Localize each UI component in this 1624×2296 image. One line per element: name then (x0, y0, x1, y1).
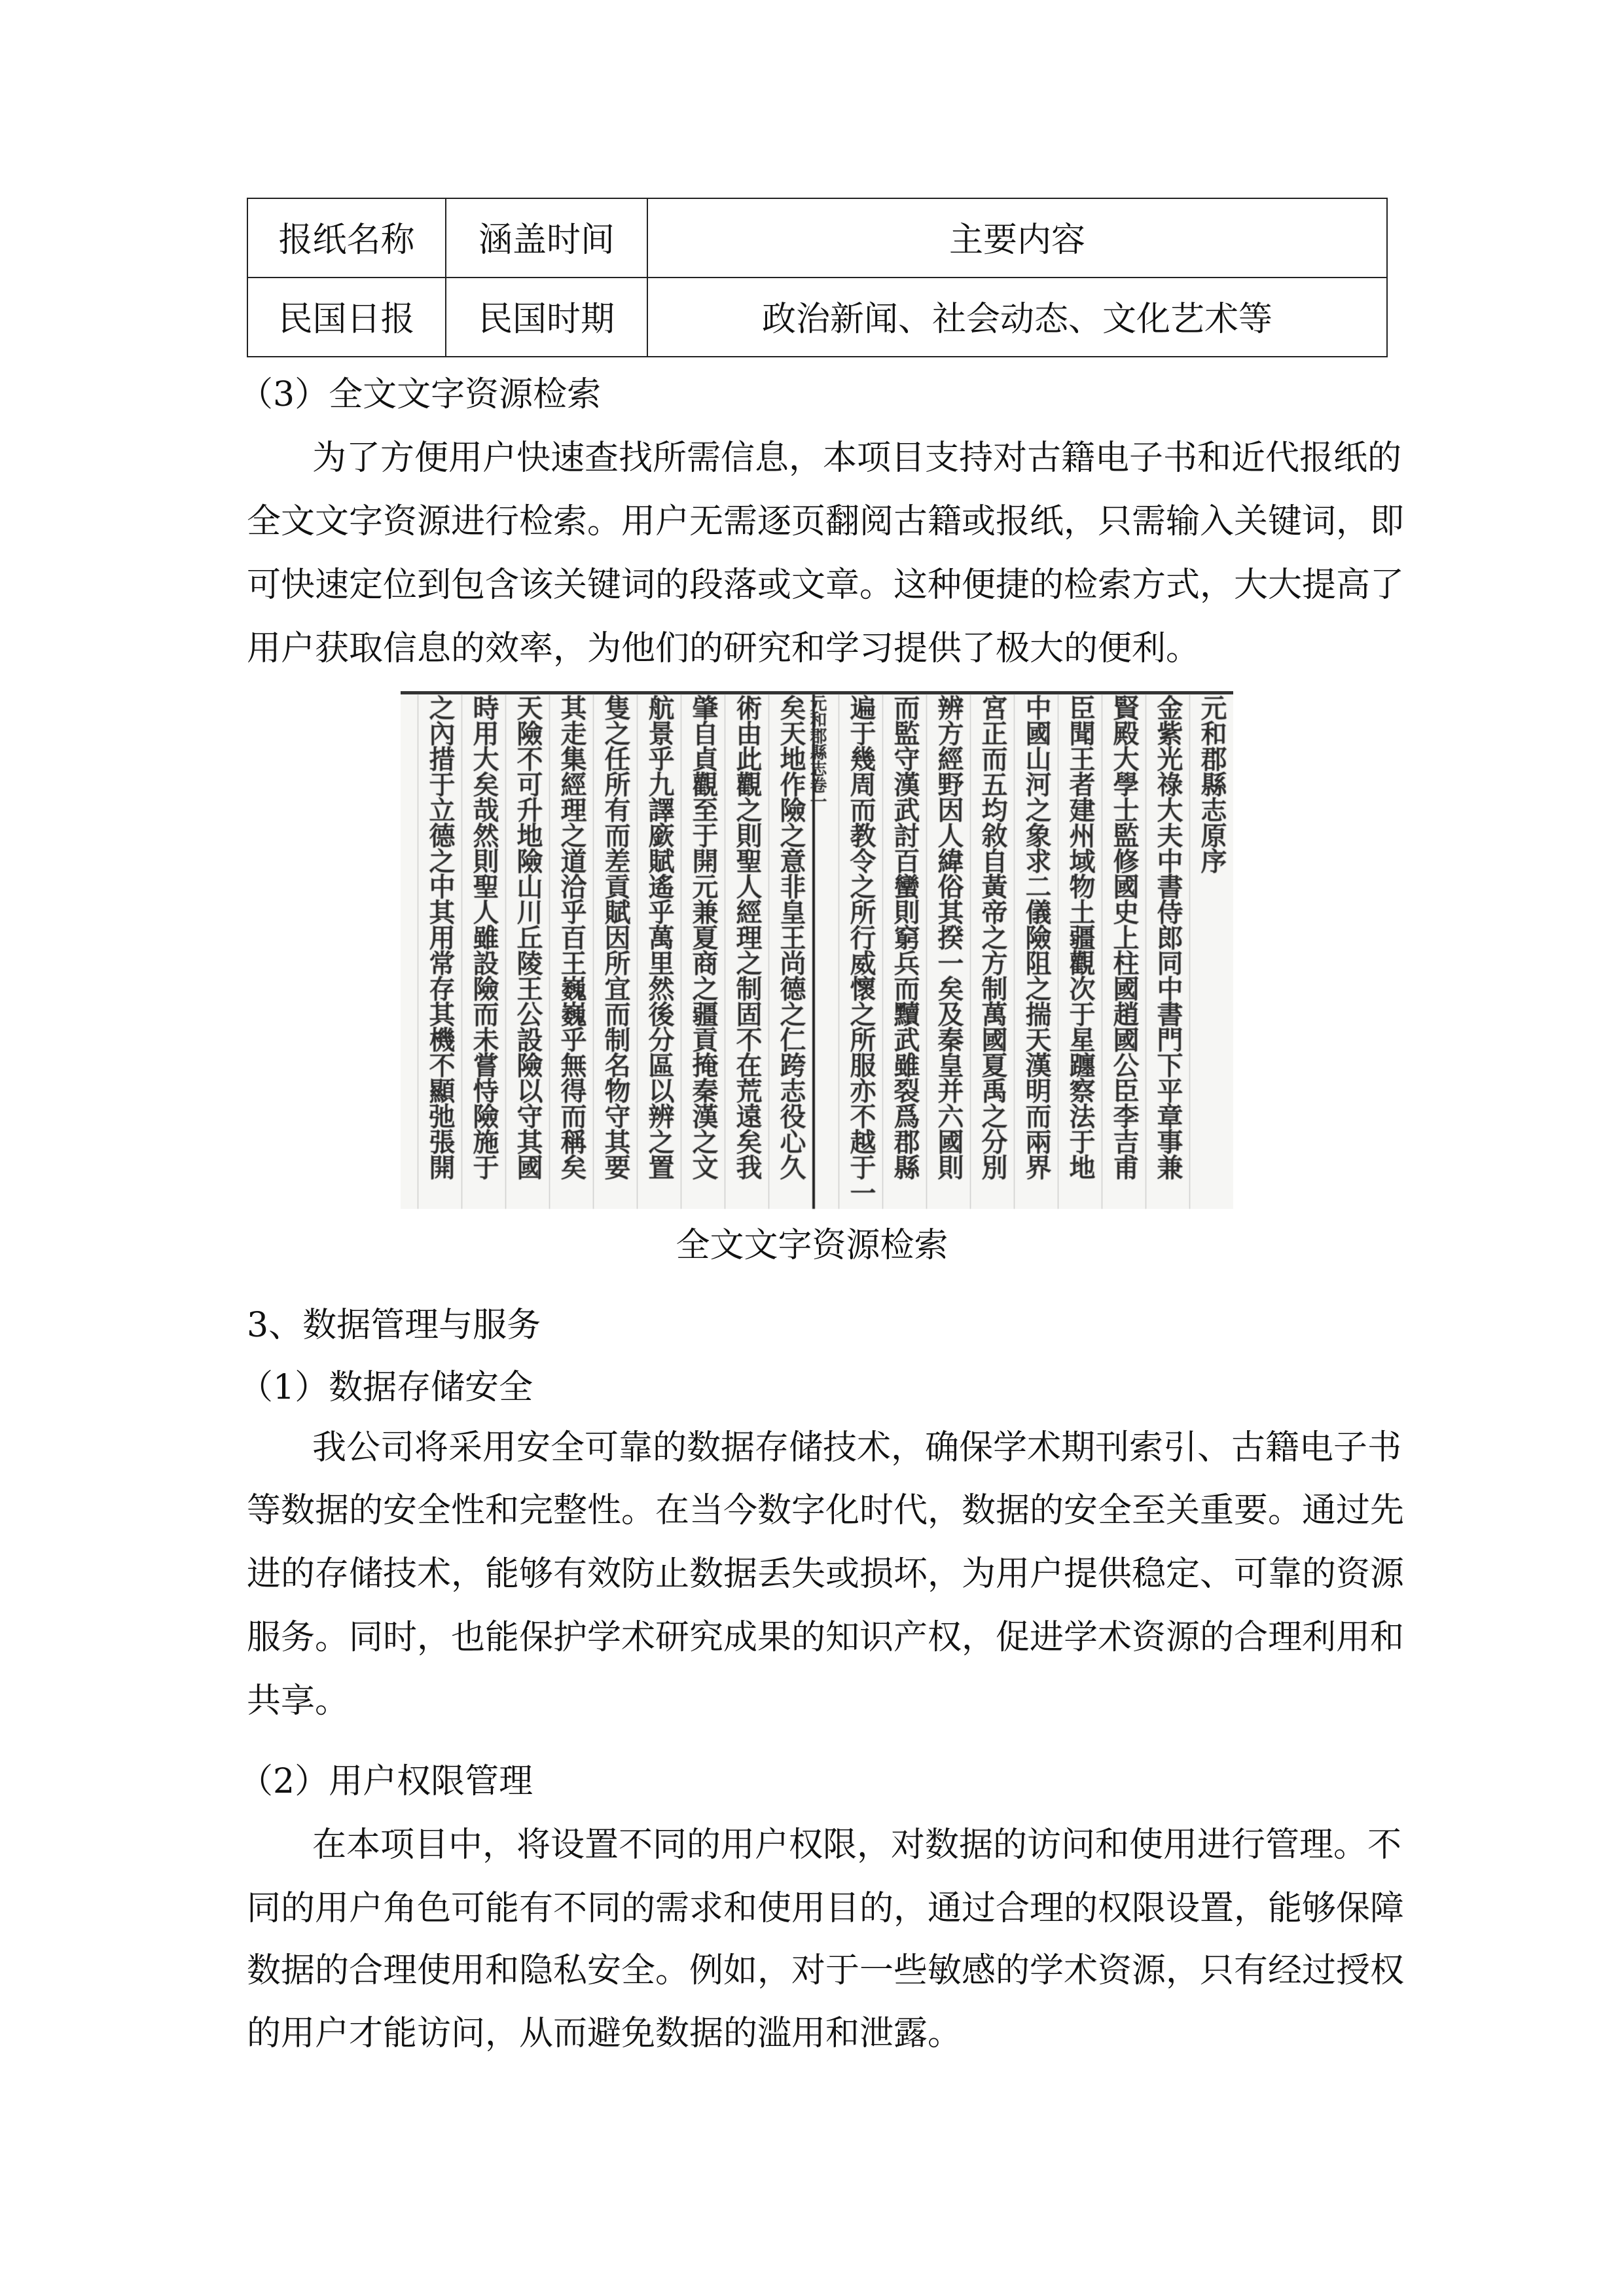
ancient-text-column: 天險不可升地險山川丘陵王公設險以守其國 (505, 694, 549, 1209)
paragraph-line: 我公司将采用安全可靠的数据存储技术，确保学术期刊索引、古籍电子书 (312, 1428, 1402, 1467)
subsection-heading: （2）用户权限管理 (239, 1762, 533, 1801)
ancient-text-column: 之內措于立德之中其用常存其機不顯弛張開 (418, 694, 461, 1209)
ancient-text-column: 元和郡縣志卷一 (812, 694, 839, 1209)
ancient-text-column: 而監守漢武討百蠻則窮兵而黷武雖裂爲郡縣 (882, 694, 926, 1209)
table-row (247, 278, 1387, 357)
paragraph-line: 的用户才能访问，从而避免数据的滥用和泄露。 (247, 2014, 962, 2053)
paragraph-line: 进的存储技术，能够有效防止数据丢失或损坏，为用户提供稳定、可靠的资源 (247, 1554, 1405, 1594)
ancient-text-column: 元和郡縣志原序 (1189, 694, 1233, 1209)
newspaper-table (247, 198, 1388, 357)
section-title: 3、数据管理与服务 (247, 1306, 541, 1345)
paragraph-line: 数据的合理使用和隐私安全。例如，对于一些敏感的学术资源，只有经过授权 (247, 1951, 1405, 1990)
paragraph-line: 用户获取信息的效率，为他们的研究和学习提供了极大的便利。 (247, 629, 1200, 668)
ancient-text-column: 其走集經理之道洽乎百王巍巍乎無得而稱矣 (549, 694, 593, 1209)
ancient-text-column: 臣聞王者建州域物土疆觀次于星躔察法于地 (1058, 694, 1102, 1209)
table-cell: 民国时期 (446, 278, 647, 357)
header-cell: 涵盖时间 (446, 198, 647, 278)
ancient-text-column: 術由此觀之則聖人經理之制固不在荒遠矣我 (725, 694, 768, 1209)
paragraph-line: 共享。 (247, 1681, 350, 1721)
ancient-text-column: 金紫光祿大夫中書侍郎同中書門下平章事兼 (1146, 694, 1189, 1209)
paragraph-line: 服务。同时，也能保护学术研究成果的知识产权，促进学术资源的合理利用和 (247, 1618, 1405, 1657)
paragraph-line: 可快速定位到包含该关键词的段落或文章。这种便捷的检索方式，大大提高了 (247, 565, 1405, 605)
ancient-text-column: 中國山河之象求二儀險阻之揣天漢明而兩界 (1014, 694, 1058, 1209)
ancient-text-column: 賢殿大學士監修國史上柱國趙國公臣李吉甫 (1102, 694, 1146, 1209)
ancient-text-column: 肇自貞觀至于開元兼夏商之疆貢掩秦漢之文 (681, 694, 725, 1209)
ancient-text-image (401, 691, 1233, 1209)
paragraph-line: 在本项目中，将设置不同的用户权限，对数据的访问和使用进行管理。不 (312, 1825, 1402, 1865)
section-heading: （3）全文文字资源检索 (239, 375, 602, 414)
ancient-text-column: 遍于幾周而教令之所行威懷之所服亦不越于一 (839, 694, 882, 1209)
paragraph-line: 同的用户角色可能有不同的需求和使用目的，通过合理的权限设置，能够保障 (247, 1889, 1405, 1928)
table-header-row (247, 198, 1387, 278)
table-cell: 政治新闻、社会动态、文化艺术等 (647, 278, 1387, 357)
header-cell: 主要内容 (647, 198, 1387, 278)
ancient-text-column: 航景乎九譯廞賦遙乎萬里然後分區以辨之置 (637, 694, 681, 1209)
ancient-text-column: 辨方經野因人緯俗其揆一矣及秦皇并六國則 (926, 694, 970, 1209)
ancient-text-column: 矣天地作險之意非皇王尚德之仁跨志役心久 (768, 694, 812, 1209)
ancient-text-column: 時用大矣哉然則聖人雖設險而未嘗恃險施于 (461, 694, 505, 1209)
paragraph-line: 全文文字资源进行检索。用户无需逐页翻阅古籍或报纸，只需输入关键词，即 (247, 502, 1405, 541)
ancient-text-column: 宮正而五均敘自黃帝之方制萬國夏禹之分別 (970, 694, 1014, 1209)
ancient-text-column: 隻之任所有而差貢賦因所宜而制名物守其要 (593, 694, 637, 1209)
paragraph-line: 为了方便用户快速查找所需信息，本项目支持对古籍电子书和近代报纸的 (312, 439, 1402, 478)
image-caption: 全文文字资源检索 (676, 1226, 948, 1265)
paragraph-line: 等数据的安全性和完整性。在当今数字化时代，数据的安全至关重要。通过先 (247, 1491, 1405, 1530)
header-cell: 报纸名称 (247, 198, 446, 278)
table-cell: 民国日报 (247, 278, 446, 357)
subsection-heading: （1）数据存储安全 (239, 1368, 533, 1407)
